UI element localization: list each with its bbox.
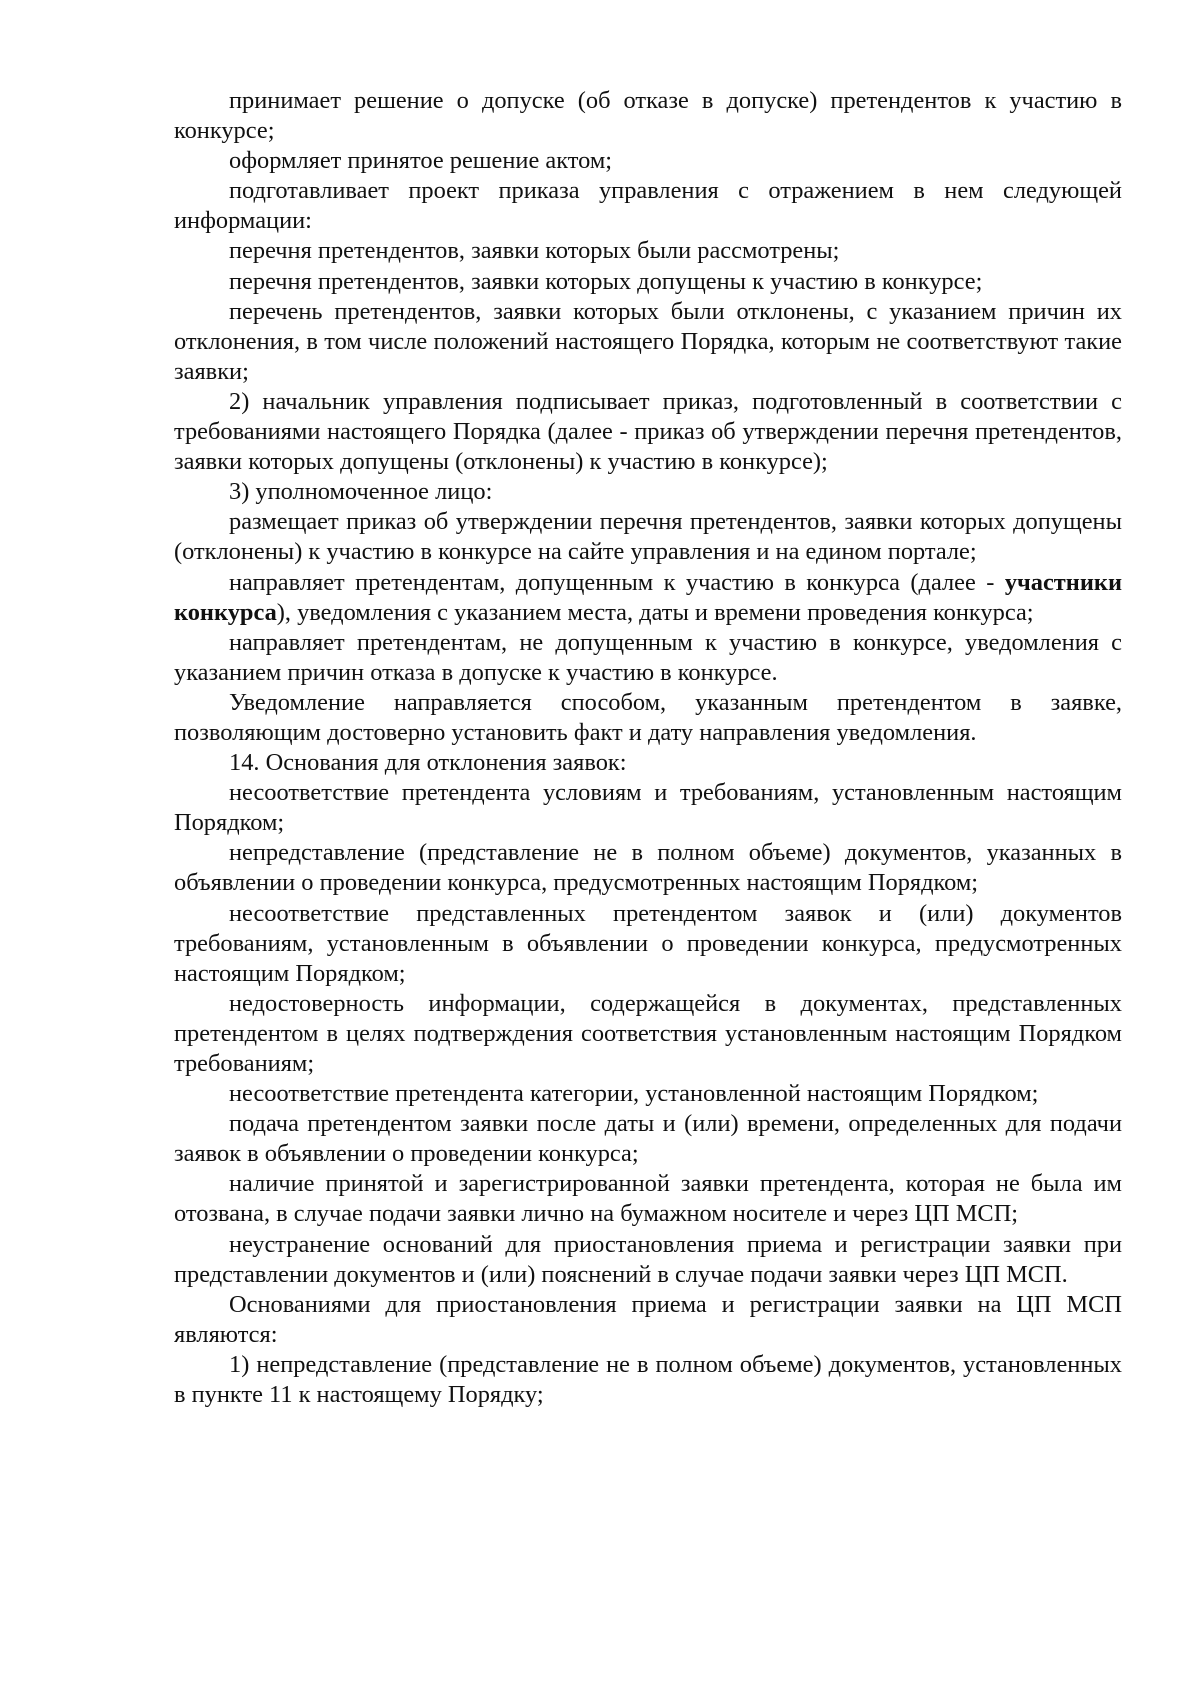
paragraph: 3) уполномоченное лицо: (229, 478, 493, 506)
paragraph: Уведомление направляется способом, указанным претендентом в заявке, позволяющим достоверно установить факт и дату направления уведомления. (174, 688, 1122, 746)
paragraph: недостоверность информации, содержащейся в документах, представленных претендентом в целях подтверждения соответствия установленным настоящим Порядком требованиям; (174, 989, 1122, 1077)
paragraph: неустранение оснований для приостановления приема и регистрации заявки при представлении документов и (или) пояснений в случае подачи заявки через ЦП МСП. (174, 1230, 1122, 1288)
paragraph: размещает приказ об утверждении перечня претендентов, заявки которых допущены (отклонены) к участию в конкурсе на сайте управления и на едином портале; (174, 508, 1122, 566)
participants-text-before: направляет претендентам, допущенным к участию в конкурса (далее - (229, 568, 1005, 596)
paragraph: подготавливает проект приказа управления с отражением в нем следующей информации: (174, 177, 1122, 235)
paragraph: наличие принятой и зарегистрированной заявки претендента, которая не была им отозвана, в случае подачи заявки лично на бумажном носителе и через ЦП МСП; (174, 1170, 1122, 1228)
paragraph: Основаниями для приостановления приема и регистрации заявки на ЦП МСП являются: (174, 1290, 1122, 1348)
participants-paragraph (174, 568, 1122, 628)
paragraph: оформляет принятое решение актом; (229, 147, 613, 175)
participants-text-after: ), уведомления с указанием места, даты и времени проведения конкурса; (276, 598, 1034, 626)
paragraph: направляет претендентам, не допущенным к участию в конкурсе, уведомления с указанием причин отказа в допуске к участию в конкурсе. (174, 628, 1122, 686)
section-heading: 14. Основания для отклонения заявок: (229, 749, 627, 777)
paragraph: перечень претендентов, заявки которых были отклонены, с указанием причин их отклонения, в том числе положений настоящего Порядка, которым не соответствуют такие заявки; (174, 297, 1122, 385)
participants-term: участники конкурса (174, 568, 1122, 626)
paragraph: подача претендентом заявки после даты и (или) времени, определенных для подачи заявок в объявлении о проведении конкурса; (174, 1110, 1122, 1168)
document-page (174, 86, 1122, 1410)
paragraph: перечня претендентов, заявки которых были рассмотрены; (229, 237, 840, 265)
paragraph: 1) непредставление (представление не в полном объеме) документов, установленных в пункте 11 к настоящему Порядку; (174, 1350, 1122, 1409)
paragraph: несоответствие представленных претендентом заявок и (или) документов требованиям, установленным в объявлении о проведении конкурса, предусмотренных настоящим Порядком; (174, 899, 1122, 987)
paragraph: несоответствие претендента категории, установленной настоящим Порядком; (229, 1080, 1039, 1108)
paragraph: принимает решение о допуске (об отказе в допуске) претендентов к участию в конкурсе; (174, 87, 1122, 145)
paragraph: перечня претендентов, заявки которых допущены к участию в конкурсе; (229, 267, 983, 295)
paragraph: непредставление (представление не в полном объеме) документов, указанных в объявлении о проведении конкурса, предусмотренных настоящим Порядком; (174, 839, 1122, 897)
paragraph: 2) начальник управления подписывает приказ, подготовленный в соответствии с требованиями настоящего Порядка (далее - приказ об утверждении перечня претендентов, заявки которых допущены (отклонены) к участию в конкурсе); (174, 387, 1122, 476)
paragraph: несоответствие претендента условиям и требованиям, установленным настоящим Порядком; (174, 779, 1122, 837)
